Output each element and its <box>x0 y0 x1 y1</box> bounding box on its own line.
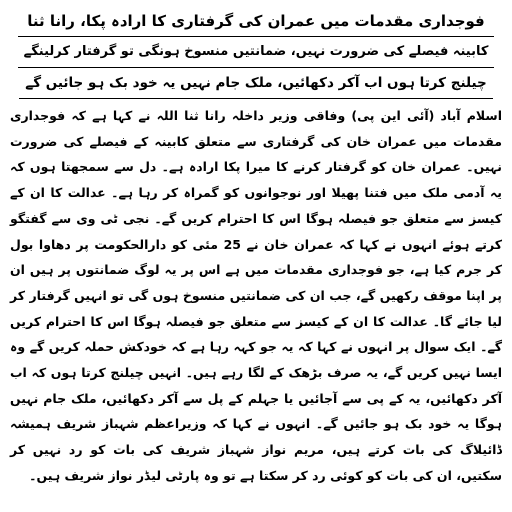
story-body <box>10 103 502 489</box>
headline-block <box>10 6 502 99</box>
sub-headline-1: کابینہ فیصلے کی ضرورت نہیں، ضمانتیں منسوخ ہونگی تو گرفتار کرلینگے <box>18 36 495 68</box>
story-paragraph: اسلام آباد (آئی این پی) وفاقی وزیر داخلہ رانا ثنا اللہ نے کہا ہے کہ فوجداری مقدمات میں عمران خان کی گرفتاری سے متعلق کابینہ کے فیصلے کی ضرورت نہیں۔ عمران خان کو گرفتار کرنے کا میرا پکا ارادہ ہے۔ دل سے سمجھتا ہوں کہ یہ آدمی ملک میں فتنا پھیلا اور نوجوانوں کو گمراہ کر رہا ہے۔ عدالت کا ان کے کیسز سے متعلق جو فیصلہ ہوگا اس کا احترام کریں گے۔ نجی ٹی وی سے گفتگو کرتے ہوئے انہوں نے کہا کہ عمران خان نے 25 مئی کو دارالحکومت پر دھاوا بول کر جرم کیا ہے، جو فوجداری مقدمات میں ہے اس پر یہ لوگ ضمانتوں پر ہیں ان پر اپنا موقف رکھیں گے، جب ان کی ضمانتیں منسوخ ہوں گی تو انہیں گرفتار کر لیا جائے گا۔ عدالت کا ان کے کیسز سے متعلق جو فیصلہ ہوگا اس کا احترام کریں گے۔ ایک سوال پر انہوں نے کہا کہ یہ جو کہہ رہا ہے کہ خودکش حملہ کریں گے وہ ایسا نہیں کریں گے، یہ صرف بڑھک کے لگا رہے ہیں۔ انہیں چیلنج کرتا ہوں کہ اب آکر دکھائیں، یہ کے پی سے آجائیں یا جہلم کے پل سے آکر دکھائیں، ملک جام نہیں ہوگا یہ خود بک ہو جائیں گے۔ انہوں نے کہا کہ وزیراعظم شہباز شریف ہمیشہ ڈائیلاگ کی بات کرتے ہیں، مریم نواز شہباز شریف کی بات کو رد نہیں کر سکتیں، ان کی بات کو کوئی رد کر سکتا ہے تو وہ پارٹی لیڈر نواز شریف ہیں۔ <box>10 108 503 483</box>
main-headline: فوجداری مقدمات میں عمران کی گرفتاری کا ارادہ پکا، رانا ثنا <box>27 12 485 30</box>
sub-headline-2: چیلنج کرتا ہوں اب آکر دکھائیں، ملک جام نہیں یہ خود بک ہو جائیں گے <box>19 68 492 99</box>
